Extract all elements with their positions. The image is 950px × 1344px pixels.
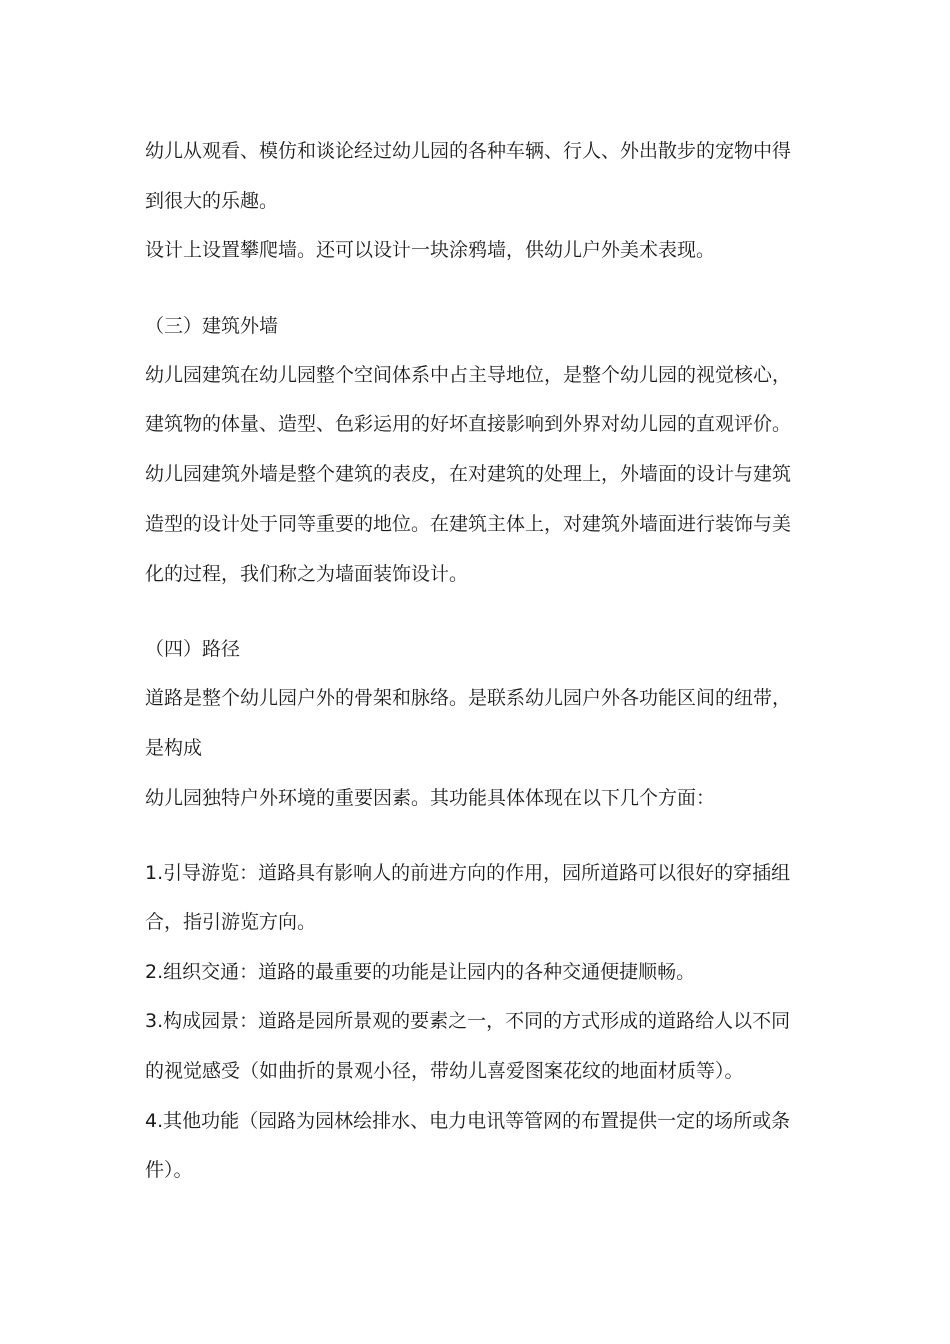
paragraph-line: 设计上设置攀爬墙。还可以设计一块涂鸦墙，供幼儿户外美术表现。 bbox=[145, 239, 716, 261]
list-item-3: 3.构成园景：道路是园所景观的要素之一，不同的方式形成的道路给人以不同 bbox=[145, 1010, 791, 1032]
paragraph-line: 幼儿从观看、模仿和谈论经过幼儿园的各种车辆、行人、外出散步的宠物中得 bbox=[145, 140, 792, 162]
list-item-4-cont: 件）。 bbox=[145, 1159, 193, 1181]
paragraph-line: 建筑物的体量、造型、色彩运用的好坏直接影响到外界对幼儿园的直观评价。 bbox=[145, 413, 792, 435]
paragraph-line: 造型的设计处于同等重要的地位。在建筑主体上，对建筑外墙面进行装饰与美 bbox=[145, 513, 792, 535]
paragraph-line: 幼儿园建筑外墙是整个建筑的表皮，在对建筑的处理上，外墙面的设计与建筑 bbox=[145, 463, 792, 485]
section-heading-3: （三）建筑外墙 bbox=[145, 315, 279, 337]
paragraph-line: 化的过程，我们称之为墙面装饰设计。 bbox=[145, 563, 469, 585]
paragraph-line: 道路是整个幼儿园户外的骨架和脉络。是联系幼儿园户外各功能区间的纽带， bbox=[145, 687, 792, 709]
list-item-4: 4.其他功能（园路为园林绘排水、电力电讯等管网的布置提供一定的场所或条 bbox=[145, 1110, 791, 1132]
list-item-1: 1.引导游览：道路具有影响人的前进方向的作用，园所道路可以很好的穿插组 bbox=[145, 862, 791, 884]
list-item-2: 2.组织交通：道路的最重要的功能是让园内的各种交通便捷顺畅。 bbox=[145, 961, 696, 983]
list-item-1-cont: 合，指引游览方向。 bbox=[145, 911, 317, 933]
paragraph-line: 是构成 bbox=[145, 737, 203, 759]
paragraph-line: 幼儿园独特户外环境的重要因素。其功能具体体现在以下几个方面： bbox=[145, 787, 716, 809]
paragraph-line: 幼儿园建筑在幼儿园整个空间体系中占主导地位，是整个幼儿园的视觉核心， bbox=[145, 364, 792, 386]
section-heading-4: （四）路径 bbox=[145, 638, 241, 660]
list-item-3-cont: 的视觉感受（如曲折的景观小径，带幼儿喜爱图案花纹的地面材质等）。 bbox=[145, 1060, 744, 1082]
paragraph-line: 到很大的乐趣。 bbox=[145, 190, 279, 212]
